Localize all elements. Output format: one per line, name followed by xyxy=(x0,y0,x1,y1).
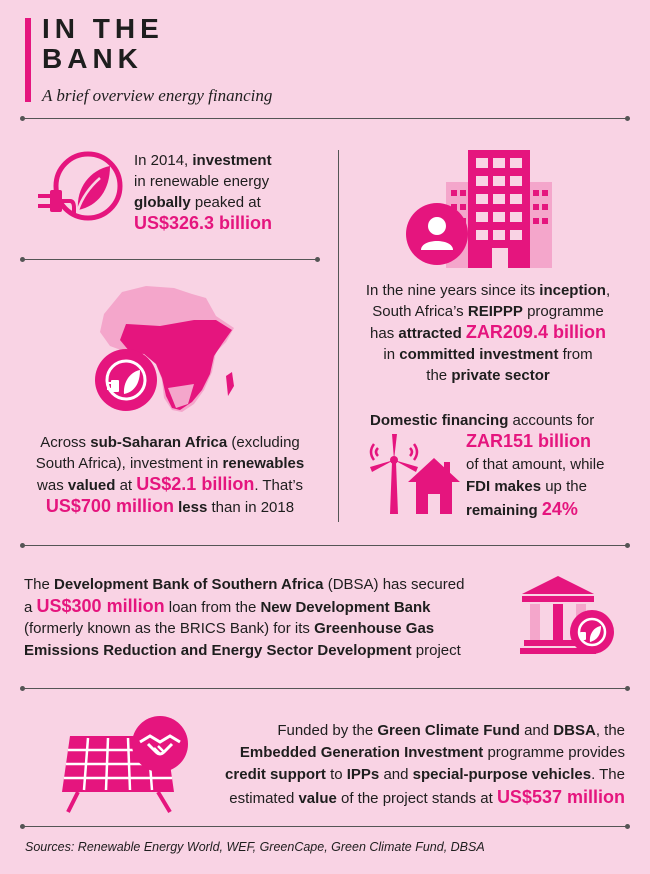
fdi-percent: 24% xyxy=(541,499,578,519)
leaf-plug-badge-icon xyxy=(94,348,158,412)
title-line-1: IN THE xyxy=(42,13,164,44)
divider-middle xyxy=(22,545,628,546)
reippp-text: In the nine years since its inception, South Africa’s REIPPP programme has attracted ZAR209.4 billion in committed investment from the private sector xyxy=(365,282,611,384)
egi-amount: US$537 million xyxy=(496,787,625,807)
handshake-icon xyxy=(132,716,188,772)
divider-top xyxy=(22,118,628,119)
global-amount: US$326.3 billion xyxy=(134,213,273,233)
domestic-financing-label: Domestic financing accounts for xyxy=(370,412,595,429)
africa-investment-text: Across sub-Saharan Africa (excluding South Africa), investment in renewables was valued at US$2.1 billion. That’s US$700 million less than in 2018 xyxy=(35,434,305,516)
domestic-amount: ZAR151 billion xyxy=(466,431,592,451)
domestic-financing-text: ZAR151 billion of that amount, while FDI makes up the remaining 24% xyxy=(466,431,605,519)
egi-programme-text: Funded by the Green Climate Fund and DBSA, the Embedded Generation Investment programme provides credit support to IPPs and special-purpose vehicles. The estimated value of the project stands at US$537 million xyxy=(225,722,625,807)
global-investment-text: In 2014, investment in renewable energy globally peaked at US$326.3 billion xyxy=(134,152,273,233)
title-accent-bar xyxy=(25,18,31,102)
divider-bottom xyxy=(22,826,628,827)
house-icon xyxy=(406,456,462,516)
divider-left xyxy=(22,259,318,260)
sources-footnote: Sources: Renewable Energy World, WEF, GreenCape, Green Climate Fund, DBSA xyxy=(25,840,485,854)
person-icon xyxy=(405,202,469,266)
reippp-amount: ZAR209.4 billion xyxy=(465,322,606,342)
bank-icon xyxy=(518,574,618,664)
dbsa-loan-text: The Development Bank of Southern Africa (DBSA) has secured a US$300 million loan from the New Development Bank (formerly known as the BRICS Bank) for its Greenhouse Gas Emissions Reduction and Energy Sector Development project xyxy=(24,576,465,659)
page-subtitle: A brief overview energy financing xyxy=(42,86,273,105)
africa-amount: US$2.1 billion xyxy=(136,474,255,494)
leaf-plug-icon xyxy=(28,148,128,228)
title-line-2: BANK xyxy=(42,43,143,74)
divider-lower xyxy=(22,688,628,689)
africa-difference-amount: US$700 million xyxy=(45,496,174,516)
dbsa-amount: US$300 million xyxy=(36,595,165,616)
divider-vertical xyxy=(338,150,339,522)
page-title xyxy=(42,14,164,74)
